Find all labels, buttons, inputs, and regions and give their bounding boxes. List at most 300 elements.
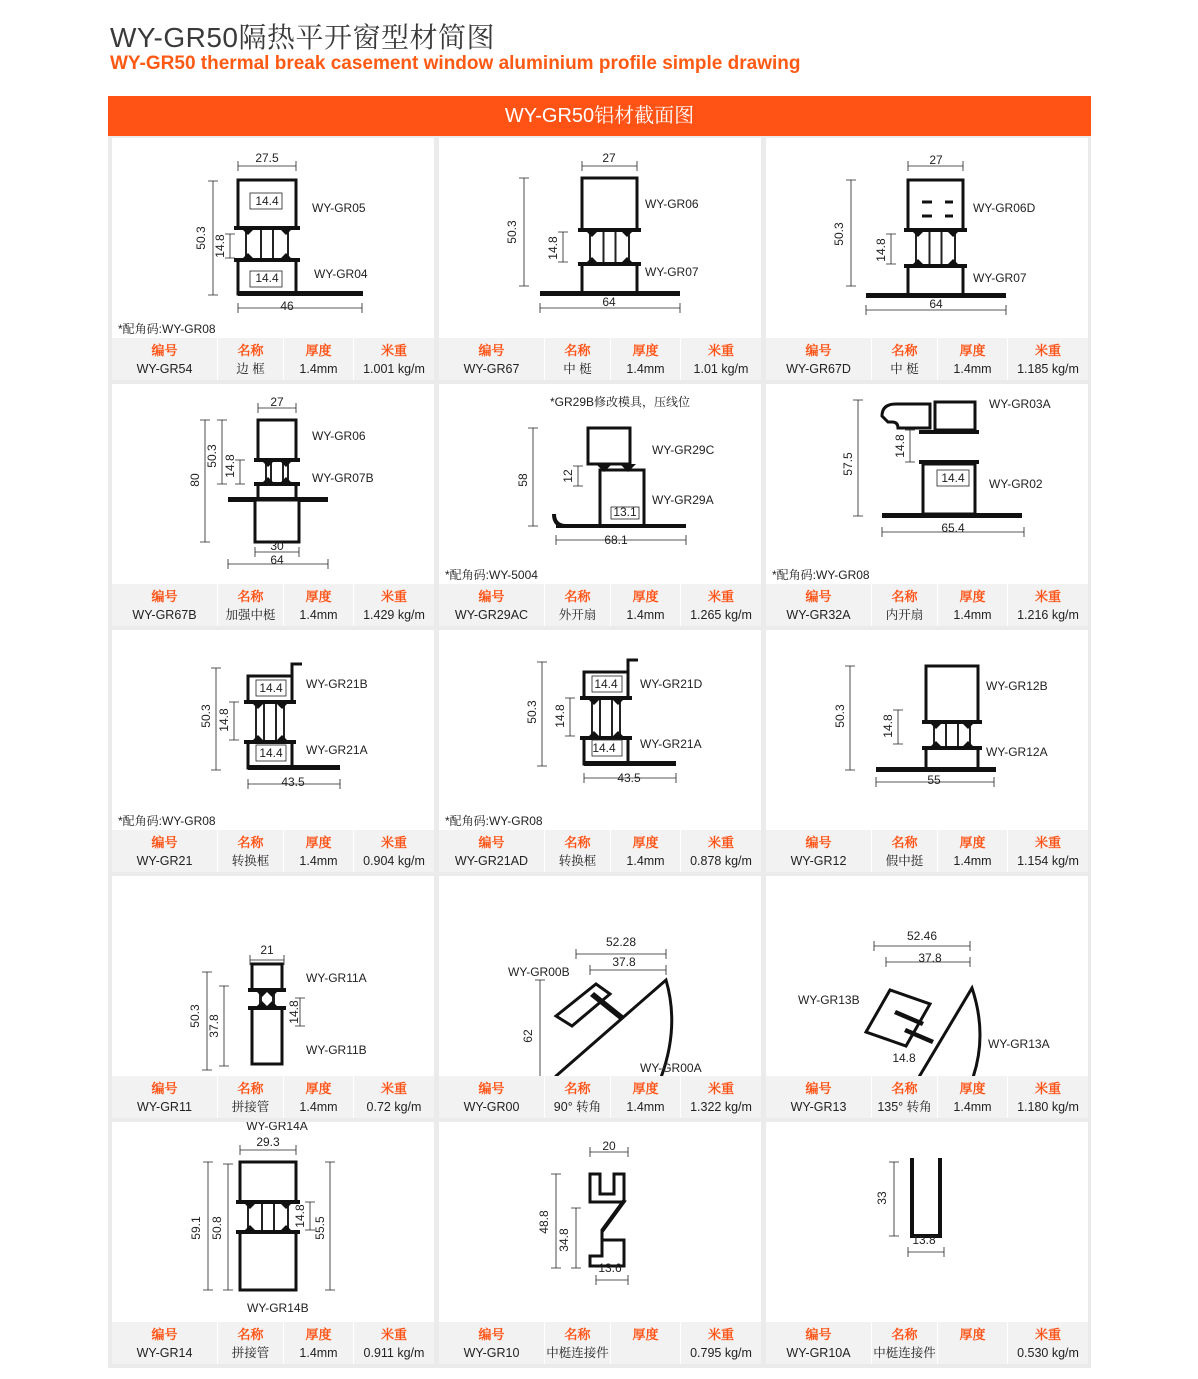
spec-header: 厚度	[959, 343, 986, 358]
spec-table	[439, 584, 761, 626]
spec-column-code	[112, 830, 218, 872]
spec-column-thickness	[938, 338, 1008, 380]
spec-table	[439, 338, 761, 380]
spec-header: 厚度	[305, 1327, 332, 1342]
spec-value: 135° 转角	[877, 1100, 932, 1114]
spec-value: WY-GR13	[790, 1100, 847, 1114]
spec-header: 厚度	[959, 835, 986, 850]
spec-column-name	[872, 338, 938, 380]
spec-column-name	[218, 338, 284, 380]
spec-header: 编号	[478, 1081, 505, 1096]
spec-value: 加强中梃	[225, 608, 276, 622]
profile-code-label: WY-GR00A	[640, 1061, 702, 1075]
spec-column-weight	[1008, 1322, 1088, 1364]
spec-header: 名称	[891, 1327, 918, 1342]
spec-column-name	[872, 584, 938, 626]
spec-value: WY-GR00	[463, 1100, 520, 1114]
dimension-label: 64	[929, 297, 943, 311]
profile-drawing	[766, 630, 1088, 830]
dimension-label: 29.3	[256, 1135, 280, 1149]
dimension-label: 43.5	[617, 771, 641, 785]
profile-code-label: WY-GR13B	[798, 993, 860, 1007]
spec-header: 名称	[891, 835, 918, 850]
profile-section-svg	[112, 876, 434, 1076]
spec-value: 0.795 kg/m	[690, 1346, 752, 1360]
dimension-label: 30	[270, 539, 284, 553]
dimension-label: 50.8	[210, 1216, 224, 1240]
profile-code-label: WY-GR07	[973, 271, 1027, 285]
spec-header: 编号	[151, 1327, 178, 1342]
spec-column-weight	[681, 1322, 761, 1364]
profile-card	[766, 630, 1088, 872]
profile-section-svg	[439, 384, 761, 584]
profile-code-label: WY-GR07	[645, 265, 699, 279]
spec-column-weight	[1008, 1076, 1088, 1118]
spec-column-name	[218, 1076, 284, 1118]
profile-card	[766, 1122, 1088, 1364]
spec-column-thickness	[938, 1322, 1008, 1364]
dimension-label: 37.8	[207, 1014, 221, 1038]
spec-table	[112, 338, 434, 380]
dimension-label: 58	[516, 473, 530, 487]
spec-value: 1.154 kg/m	[1017, 854, 1079, 868]
spec-value: WY-GR10	[463, 1346, 520, 1360]
spec-header: 米重	[1034, 1081, 1061, 1096]
dimension-label: 20	[602, 1139, 616, 1153]
dimension-label: 33	[875, 1191, 889, 1205]
profile-card	[112, 630, 434, 872]
spec-header: 名称	[564, 343, 591, 358]
dimension-label: 52.28	[605, 935, 637, 949]
spec-header: 编号	[151, 835, 178, 850]
spec-header: 米重	[380, 1327, 407, 1342]
spec-header: 米重	[380, 589, 407, 604]
spec-header: 米重	[707, 589, 734, 604]
spec-column-code	[766, 584, 872, 626]
spec-header: 米重	[1034, 1327, 1061, 1342]
profile-card	[112, 1122, 434, 1364]
spec-column-thickness	[284, 338, 354, 380]
spec-column-thickness	[611, 1076, 681, 1118]
dimension-label: 50.3	[525, 700, 539, 724]
profile-code-label: WY-GR04	[314, 267, 368, 281]
profile-card	[766, 876, 1088, 1118]
spec-value: 1.216 kg/m	[1017, 608, 1079, 622]
spec-value: 1.4mm	[626, 608, 665, 622]
spec-value: 外开扇	[558, 608, 597, 622]
spec-table	[766, 1322, 1088, 1364]
profile-code-label: WY-GR05	[312, 201, 366, 215]
spec-table	[766, 830, 1088, 872]
spec-table	[766, 1076, 1088, 1118]
dimension-label: 37.8	[612, 955, 636, 969]
spec-header: 米重	[707, 343, 734, 358]
dimension-label: 27.5	[255, 151, 279, 165]
spec-column-weight	[1008, 584, 1088, 626]
dimension-label: 14.8	[892, 1051, 916, 1065]
spec-column-code	[766, 830, 872, 872]
spec-header: 编号	[151, 589, 178, 604]
spec-table	[112, 584, 434, 626]
dimension-label: 64	[602, 295, 616, 309]
spec-header: 名称	[564, 1327, 591, 1342]
profile-section-svg	[439, 630, 761, 830]
spec-header: 名称	[891, 1081, 918, 1096]
spec-header: 编号	[805, 1081, 832, 1096]
spec-value: WY-GR29AC	[454, 608, 529, 622]
dimension-label: 14.8	[874, 238, 888, 262]
dimension-label: 14.4	[255, 271, 279, 285]
spec-header: 厚度	[305, 343, 332, 358]
spec-value: WY-GR67B	[132, 608, 197, 622]
profile-card	[766, 384, 1088, 626]
dimension-label: 14.8	[293, 1204, 307, 1228]
profile-code-label: WY-GR21A	[640, 737, 702, 751]
spec-value: WY-GR21AD	[454, 854, 529, 868]
profile-drawing	[766, 1122, 1088, 1322]
spec-column-weight	[681, 830, 761, 872]
corner-key-note: *配角码:WY-GR08	[118, 322, 216, 336]
profile-section-svg	[766, 876, 1088, 1076]
spec-column-code	[766, 1322, 872, 1364]
profile-section-svg	[112, 138, 434, 338]
profile-code-label: WY-GR21A	[306, 743, 368, 757]
dimension-label: WY-GR14A	[246, 1122, 308, 1133]
spec-header: 米重	[1034, 835, 1061, 850]
profile-card	[439, 876, 761, 1118]
spec-column-code	[112, 1076, 218, 1118]
spec-header: 厚度	[305, 835, 332, 850]
spec-value: 90° 转角	[553, 1100, 602, 1114]
spec-value: 1.4mm	[626, 854, 665, 868]
spec-header: 厚度	[305, 1081, 332, 1096]
spec-column-weight	[681, 584, 761, 626]
spec-header: 米重	[1034, 343, 1061, 358]
profile-drawing	[112, 138, 434, 338]
spec-value: WY-GR14	[136, 1346, 193, 1360]
spec-header: 名称	[237, 1327, 264, 1342]
dimension-label: 55.5	[313, 1216, 327, 1240]
spec-value: 1.322 kg/m	[690, 1100, 752, 1114]
profile-section-svg	[766, 138, 1088, 338]
profile-code-label: WY-GR00B	[508, 965, 570, 979]
profile-grid	[108, 136, 1091, 1368]
profile-section-svg	[766, 1122, 1088, 1322]
spec-header: 名称	[237, 1081, 264, 1096]
profile-code-label: WY-GR14B	[247, 1301, 309, 1315]
spec-header: 名称	[891, 589, 918, 604]
spec-column-name	[545, 830, 611, 872]
spec-header: 厚度	[632, 343, 659, 358]
spec-column-code	[439, 338, 545, 380]
spec-value: WY-GR54	[136, 362, 193, 376]
profile-card	[112, 138, 434, 380]
spec-column-name	[872, 1322, 938, 1364]
profile-drawing	[439, 876, 761, 1076]
spec-header: 米重	[707, 835, 734, 850]
dimension-label: 14.4	[592, 741, 616, 755]
spec-value: 中 梃	[890, 362, 919, 376]
spec-column-name	[545, 338, 611, 380]
dimension-label: 48.8	[537, 1210, 551, 1234]
spec-header: 编号	[478, 835, 505, 850]
corner-key-note: *配角码:WY-GR08	[772, 568, 870, 582]
spec-column-code	[766, 1076, 872, 1118]
spec-value: 0.72 kg/m	[366, 1100, 422, 1114]
profile-code-label: WY-GR29A	[652, 493, 714, 507]
spec-header: 名称	[237, 343, 264, 358]
profile-drawing	[439, 630, 761, 830]
dimension-label: 50.3	[832, 222, 846, 246]
spec-header: 名称	[237, 589, 264, 604]
dimension-label: 46	[280, 299, 294, 313]
dimension-label: 14.8	[213, 234, 227, 258]
dimension-label: 14.8	[223, 454, 237, 478]
spec-value: WY-GR67D	[786, 362, 851, 376]
spec-value: 0.530 kg/m	[1017, 1346, 1079, 1360]
profile-code-label: WY-GR02	[989, 477, 1043, 491]
spec-header: 编号	[805, 343, 832, 358]
profile-drawing	[439, 1122, 761, 1322]
section-banner: WY-GR50铝材截面图	[108, 96, 1091, 136]
spec-value: WY-GR11	[137, 1100, 192, 1114]
spec-value: 1.4mm	[626, 362, 665, 376]
spec-header: 米重	[380, 1081, 407, 1096]
profile-card	[439, 384, 761, 626]
spec-table	[439, 1076, 761, 1118]
profile-drawing	[439, 138, 761, 338]
profile-section-svg	[112, 630, 434, 830]
profile-card	[112, 876, 434, 1118]
spec-header: 厚度	[632, 835, 659, 850]
spec-table	[766, 584, 1088, 626]
spec-header: 名称	[237, 835, 264, 850]
spec-value: WY-GR21	[136, 854, 193, 868]
spec-column-weight	[354, 1076, 434, 1118]
spec-column-thickness	[611, 830, 681, 872]
dimension-label: *GR29B修改模具，压线位	[549, 395, 691, 409]
spec-column-name	[218, 830, 284, 872]
profile-section-svg	[439, 876, 761, 1076]
spec-value: WY-GR12	[790, 854, 847, 868]
spec-header: 名称	[564, 835, 591, 850]
spec-column-thickness	[611, 1322, 681, 1364]
spec-column-name	[218, 1322, 284, 1364]
profile-code-label: WY-GR12A	[986, 745, 1048, 759]
spec-header: 厚度	[959, 1081, 986, 1096]
spec-header: 编号	[805, 589, 832, 604]
spec-value: 1.001 kg/m	[363, 362, 425, 376]
dimension-label: 14.8	[553, 704, 567, 728]
dimension-label: 14.4	[941, 471, 965, 485]
spec-header: 编号	[478, 589, 505, 604]
spec-column-code	[439, 1076, 545, 1118]
spec-header: 米重	[707, 1327, 734, 1342]
spec-value: 1.185 kg/m	[1017, 362, 1079, 376]
spec-value: 0.904 kg/m	[363, 854, 425, 868]
profile-section-svg	[766, 384, 1088, 584]
spec-column-weight	[354, 830, 434, 872]
spec-header: 名称	[891, 343, 918, 358]
spec-column-name	[218, 584, 284, 626]
profile-code-label: WY-GR21D	[640, 677, 703, 691]
corner-key-note: *配角码:WY-5004	[445, 568, 538, 582]
spec-header: 编号	[151, 343, 178, 358]
spec-column-thickness	[284, 584, 354, 626]
profile-code-label: WY-GR13A	[988, 1037, 1050, 1051]
spec-value: WY-GR32A	[786, 608, 851, 622]
profile-drawing	[112, 1122, 434, 1322]
spec-value: 1.4mm	[299, 1100, 338, 1114]
spec-column-weight	[354, 1322, 434, 1364]
dimension-label: 21	[260, 943, 274, 957]
spec-column-thickness	[611, 584, 681, 626]
spec-column-code	[112, 1322, 218, 1364]
profile-drawing	[439, 384, 761, 584]
profile-section-svg	[766, 630, 1088, 830]
spec-column-thickness	[284, 830, 354, 872]
profile-card	[439, 630, 761, 872]
spec-header: 编号	[805, 835, 832, 850]
spec-value: 1.4mm	[299, 854, 338, 868]
spec-header: 厚度	[632, 1081, 659, 1096]
dimension-label: 50.3	[199, 704, 213, 728]
dimension-label: 68.1	[604, 533, 628, 547]
spec-column-weight	[681, 338, 761, 380]
dimension-label: 50.3	[833, 704, 847, 728]
spec-column-name	[872, 830, 938, 872]
corner-key-note: *配角码:WY-GR08	[118, 814, 216, 828]
dimension-label: 14.8	[217, 708, 231, 732]
dimension-label: 80	[188, 473, 202, 487]
spec-column-name	[545, 584, 611, 626]
spec-value: 1.4mm	[299, 362, 338, 376]
page-subtitle: WY-GR50 thermal break casement window aluminium profile simple drawing	[110, 53, 801, 74]
spec-table	[439, 1322, 761, 1364]
profile-card	[766, 138, 1088, 380]
dimension-label: 27	[602, 151, 616, 165]
spec-header: 米重	[380, 343, 407, 358]
dimension-label: 14.4	[259, 681, 283, 695]
spec-value: 1.4mm	[299, 1346, 338, 1360]
dimension-label: 50.3	[505, 220, 519, 244]
spec-column-code	[112, 338, 218, 380]
profile-code-label: WY-GR03A	[989, 397, 1051, 411]
spec-value: 转换框	[231, 854, 270, 868]
spec-value: 1.4mm	[953, 608, 992, 622]
spec-header: 编号	[805, 1327, 832, 1342]
spec-header: 编号	[478, 343, 505, 358]
dimension-label: 13.8	[912, 1233, 936, 1247]
spec-value: 拼接管	[231, 1100, 270, 1114]
profile-code-label: WY-GR21B	[306, 677, 368, 691]
spec-column-code	[112, 584, 218, 626]
profile-code-label: WY-GR06	[645, 197, 699, 211]
profile-drawing	[766, 138, 1088, 338]
spec-table	[439, 830, 761, 872]
profile-card	[439, 1122, 761, 1364]
dimension-label: 27	[929, 153, 943, 167]
profile-code-label: WY-GR06	[312, 429, 366, 443]
spec-header: 米重	[1034, 589, 1061, 604]
spec-table	[112, 1322, 434, 1364]
profile-card	[439, 138, 761, 380]
spec-header: 编号	[151, 1081, 178, 1096]
spec-column-weight	[354, 338, 434, 380]
dimension-label: 34.8	[557, 1228, 571, 1252]
spec-value: 1.4mm	[626, 1100, 665, 1114]
profile-drawing	[112, 876, 434, 1076]
dimension-label: 50.3	[194, 226, 208, 250]
spec-column-thickness	[611, 338, 681, 380]
profile-section-svg	[112, 384, 434, 584]
dimension-label: 14.8	[546, 236, 560, 260]
spec-column-thickness	[284, 1322, 354, 1364]
profile-drawing	[112, 384, 434, 584]
spec-value: 1.265 kg/m	[690, 608, 752, 622]
spec-header: 名称	[564, 1081, 591, 1096]
spec-table	[112, 1076, 434, 1118]
profile-drawing	[766, 384, 1088, 584]
dimension-label: 50.3	[205, 444, 219, 468]
profile-code-label: WY-GR07B	[312, 471, 374, 485]
spec-column-code	[439, 584, 545, 626]
spec-value: 0.878 kg/m	[690, 854, 752, 868]
dimension-label: 14.4	[594, 677, 618, 691]
profile-drawing	[766, 876, 1088, 1076]
spec-value: 中 梃	[563, 362, 592, 376]
dimension-label: 14.4	[255, 194, 279, 208]
page-title: WY-GR50隔热平开窗型材简图	[110, 22, 496, 53]
spec-value: 边 框	[236, 362, 265, 376]
dimension-label: 64	[270, 553, 284, 567]
spec-value: 1.4mm	[299, 608, 338, 622]
dimension-label: 62	[521, 1029, 535, 1043]
profile-code-label: WY-GR12B	[986, 679, 1048, 693]
spec-column-weight	[1008, 830, 1088, 872]
spec-value: 0.911 kg/m	[363, 1346, 425, 1360]
dimension-label: 13.6	[598, 1261, 622, 1275]
dimension-label: 43.5	[281, 775, 305, 789]
dimension-label: 37.8	[918, 951, 942, 965]
corner-key-note: *配角码:WY-GR08	[445, 814, 543, 828]
spec-column-name	[872, 1076, 938, 1118]
dimension-label: 14.8	[881, 714, 895, 738]
dimension-label: 27	[270, 395, 284, 409]
spec-column-code	[439, 1322, 545, 1364]
spec-column-name	[545, 1076, 611, 1118]
spec-header: 编号	[478, 1327, 505, 1342]
profile-code-label: WY-GR11A	[306, 971, 367, 985]
spec-value: 1.429 kg/m	[363, 608, 425, 622]
spec-value: 1.01 kg/m	[693, 362, 749, 376]
spec-value: 转换框	[558, 854, 597, 868]
spec-column-thickness	[938, 584, 1008, 626]
dimension-label: 59.1	[189, 1216, 203, 1240]
dimension-label: 55	[927, 773, 941, 787]
profile-section-svg	[439, 1122, 761, 1322]
spec-column-thickness	[284, 1076, 354, 1118]
spec-column-weight	[1008, 338, 1088, 380]
dimension-label: 57.5	[841, 452, 855, 476]
dimension-label: 14.8	[287, 1000, 301, 1024]
spec-value: 假中挺	[885, 854, 924, 868]
spec-column-thickness	[938, 1076, 1008, 1118]
spec-value: WY-GR10A	[786, 1346, 851, 1360]
spec-table	[112, 830, 434, 872]
spec-header: 名称	[564, 589, 591, 604]
dimension-label: 14.4	[259, 746, 283, 760]
